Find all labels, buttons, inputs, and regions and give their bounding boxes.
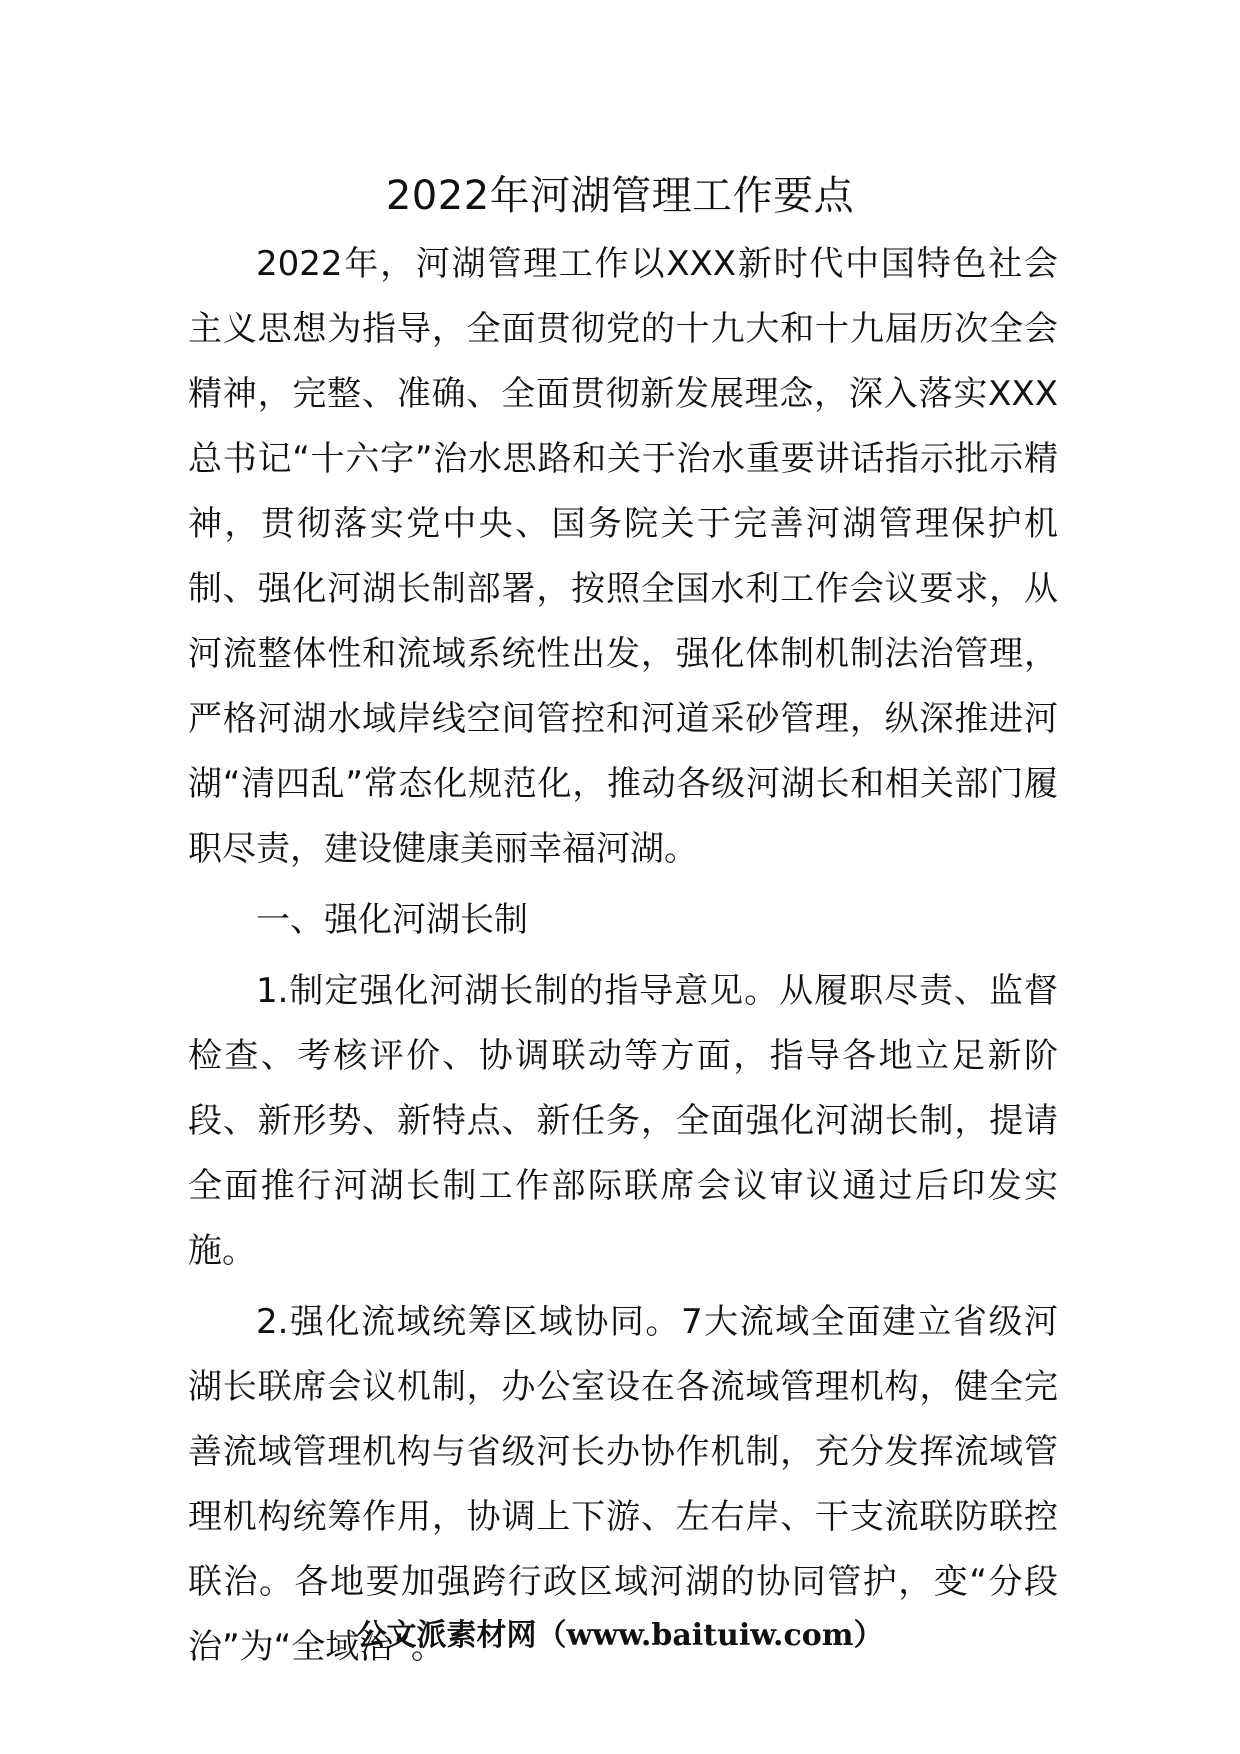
document-title: 2022年河湖管理工作要点 [385, 173, 855, 219]
footer-watermark: 公文派素材网（www.baituiw.com） [356, 1618, 884, 1653]
item-1-paragraph: 1.制定强化河湖长制的指导意见。从履职尽责、监督检查、考核评价、协调联动等方面，指导各地立足新阶段、新形势、新特点、新任务，全面强化河湖长制，提请全面推行河湖长制工作部际联席会议审议通过后印发实施。 [188, 971, 1058, 1271]
document-body [188, 232, 1058, 1680]
item-2-paragraph: 2.强化流域统筹区域协同。7大流域全面建立省级河湖长联席会议机制，办公室设在各流域管理机构，健全完善流域管理机构与省级河长办协作机制，充分发挥流域管理机构统筹作用，协调上下游、左右岸、干支流联防联控联治。各地要加强跨行政区域河湖的协同管护，变“分段治”为“全域治”。 [188, 1302, 1058, 1667]
section-heading: 一、强化河湖长制 [256, 900, 528, 940]
intro-paragraph: 2022年，河湖管理工作以XXX新时代中国特色社会主义思想为指导，全面贯彻党的十九大和十九届历次全会精神，完整、准确、全面贯彻新发展理念，深入落实XXX总书记“十六字”治水思路和关于治水重要讲话指示批示精神，贯彻落实党中央、国务院关于完善河湖管理保护机制、强化河湖长制部署，按照全国水利工作会议要求，从河流整体性和流域系统性出发，强化体制机制法治管理，严格河湖水域岸线空间管控和河道采砂管理，纵深推进河湖“清四乱”常态化规范化，推动各级河湖长和相关部门履职尽责，建设健康美丽幸福河湖。 [188, 244, 1058, 869]
